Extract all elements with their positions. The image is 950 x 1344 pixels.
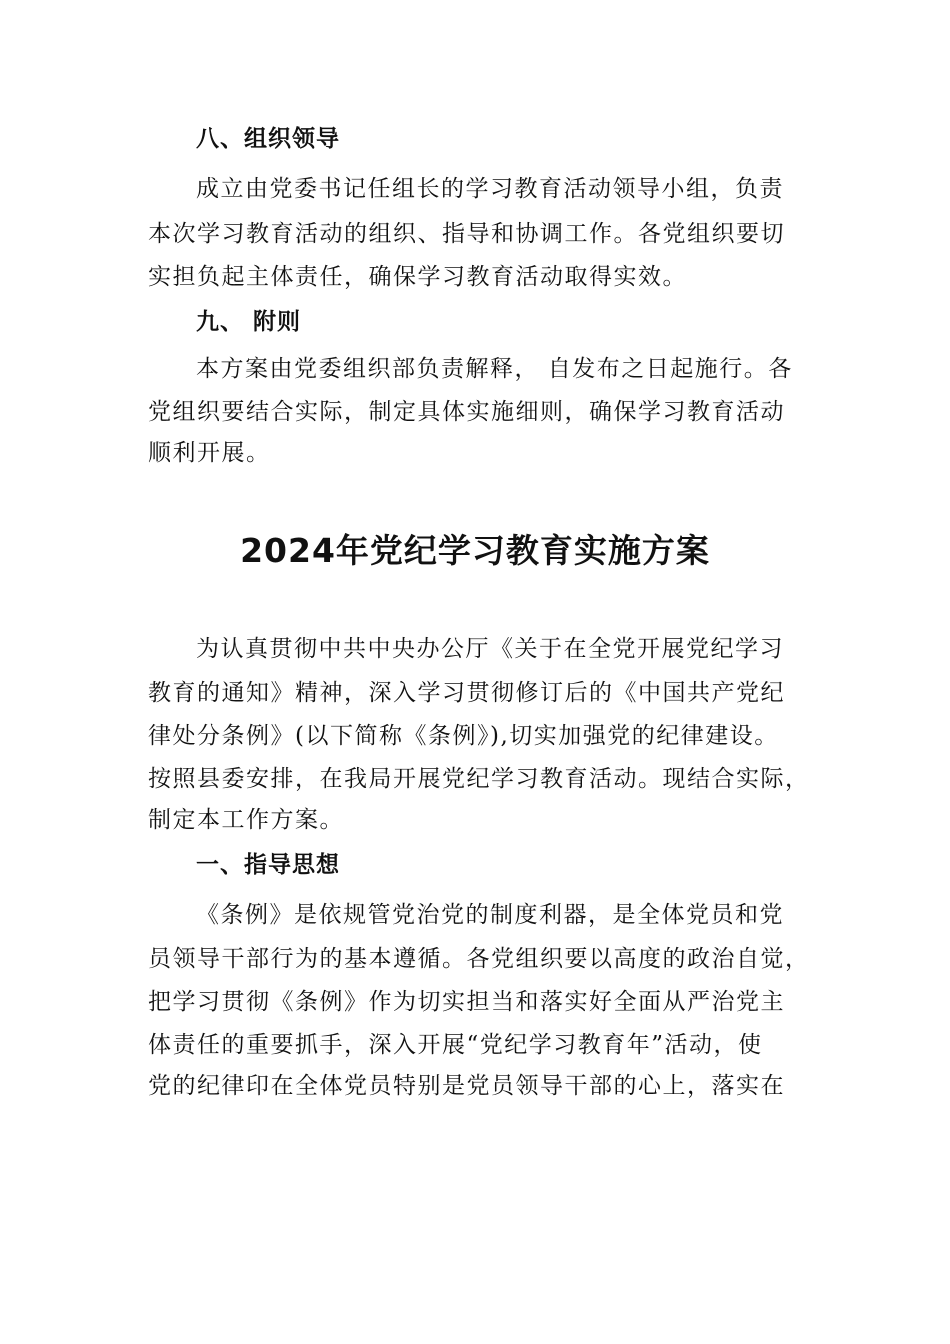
intro-line: 律处分条例》(以下简称《条例》),切实加强党的纪律建设。 <box>148 723 779 749</box>
document-title: 2024年党纪学习教育实施方案 <box>240 531 710 570</box>
intro-line: 教育的通知》精神，深入学习贯彻修订后的《中国共产党纪 <box>148 680 785 706</box>
section-8-line: 成立由党委书记任组长的学习教育活动领导小组，负责 <box>196 176 784 202</box>
section-1-line: 把学习贯彻《条例》作为切实担当和落实好全面从严治党主 <box>148 989 785 1015</box>
section-1-line: 体责任的重要抓手，深入开展“党纪学习教育年”活动，使 <box>148 1032 763 1058</box>
section-1-line: 《条例》是依规管党治党的制度利器，是全体党员和党 <box>196 902 784 928</box>
section-9-heading: 九、 附则 <box>196 309 302 335</box>
section-8-heading: 八、组织领导 <box>196 126 340 152</box>
section-1-line: 党的纪律印在全体党员特别是党员领导干部的心上，落实在 <box>148 1073 785 1099</box>
section-9-line: 本方案由党委组织部负责解释， 自发布之日起施行。各 <box>196 356 793 382</box>
section-9-line: 党组织要结合实际，制定具体实施细则，确保学习教育活动 <box>148 399 785 425</box>
section-1-line: 员领导干部行为的基本遵循。各党组织要以高度的政治自觉， <box>148 946 810 972</box>
section-9-line: 顺利开展。 <box>148 440 271 466</box>
intro-line: 制定本工作方案。 <box>148 807 344 833</box>
intro-line: 按照县委安排，在我局开展党纪学习教育活动。现结合实际， <box>148 766 810 792</box>
section-8-line: 本次学习教育活动的组织、指导和协调工作。各党组织要切 <box>148 221 785 247</box>
section-1-heading: 一、指导思想 <box>196 852 340 878</box>
intro-line: 为认真贯彻中共中央办公厅《关于在全党开展党纪学习 <box>196 636 784 662</box>
section-8-line: 实担负起主体责任，确保学习教育活动取得实效。 <box>148 264 687 290</box>
